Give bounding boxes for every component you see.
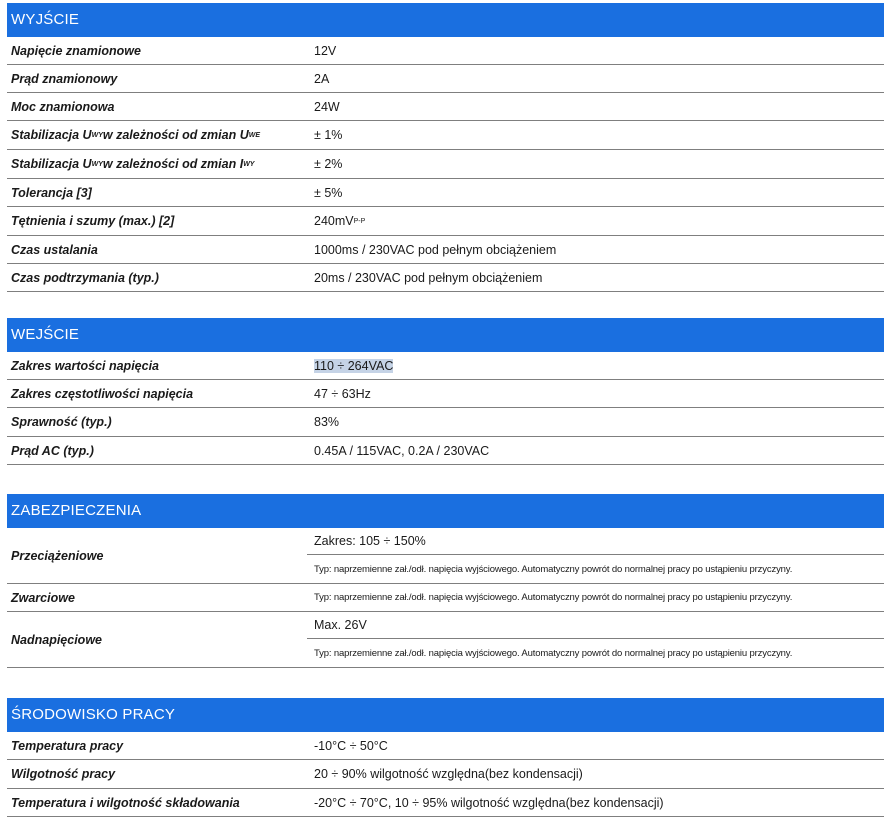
spec-label: Nadnapięciowe [11, 632, 102, 647]
spec-label: Tętnienia i szumy (max.) [2] [11, 214, 175, 228]
protection-section-header: ZABEZPIECZENIA [7, 494, 884, 528]
spec-row [7, 207, 884, 236]
protection-row-overvoltage [7, 612, 884, 668]
spec-row [7, 65, 884, 93]
environment-section [7, 698, 884, 817]
output-section-header: WYJŚCIE [7, 3, 884, 37]
spec-row [7, 380, 884, 408]
spec-label: Prąd znamionowy [11, 71, 118, 86]
spec-value: ± 5% [314, 185, 343, 200]
spec-row [7, 179, 884, 207]
spec-value: 83% [314, 415, 340, 429]
spec-value: ± 2% [314, 157, 343, 171]
spec-note: Typ: naprzemienne zał./odł. napięcia wyjściowego. Automatyczny powrót do normalnej pracy po ustąpieniu przyczyny. [314, 647, 793, 659]
spec-row [7, 37, 884, 65]
spec-label: Temperatura pracy [11, 738, 124, 753]
spec-value: 20ms / 230VAC pod pełnym obciążeniem [314, 270, 543, 285]
spec-label: Zwarciowe [11, 590, 75, 605]
spec-row [7, 150, 884, 179]
input-section-header: WEJŚCIE [7, 318, 884, 352]
spec-row [7, 437, 884, 465]
spec-label: Stabilizacja U WY w zależności od zmian I WY [11, 157, 255, 171]
spec-label: Sprawność (typ.) [11, 415, 112, 429]
spec-label: Zakres częstotliwości napięcia [11, 386, 194, 401]
spec-note: Typ: naprzemienne zał./odł. napięcia wyjściowego. Automatyczny powrót do normalnej pracy po ustąpieniu przyczyny. [314, 592, 793, 603]
spec-value: 240mV P-P [314, 214, 366, 228]
spec-value: 47 ÷ 63Hz [314, 386, 371, 401]
spec-label: Moc znamionowa [11, 99, 115, 114]
protection-row-short [7, 584, 884, 612]
spec-label: Czas podtrzymania (typ.) [11, 270, 159, 285]
output-section [7, 3, 884, 292]
spec-label: Temperatura i wilgotność składowania [11, 795, 240, 810]
environment-section-header: ŚRODOWISKO PRACY [7, 698, 884, 732]
spec-label: Przeciążeniowe [11, 548, 104, 563]
spec-row [7, 352, 884, 380]
spec-value: Zakres: 105 ÷ 150% [307, 528, 884, 555]
protection-section [7, 494, 884, 668]
spec-row [7, 93, 884, 121]
spec-value: 12V [314, 43, 337, 58]
spec-value[interactable] [314, 352, 393, 379]
spec-value: 20 ÷ 90% wilgotność względna(bez kondensacji) [314, 767, 583, 781]
spec-value: -10°C ÷ 50°C [314, 738, 388, 753]
spec-value: 24W [314, 99, 340, 114]
spec-label: Wilgotność pracy [11, 767, 116, 781]
protection-row-overload [7, 528, 884, 584]
spec-label: Tolerancja [3] [11, 185, 92, 200]
spec-value: -20°C ÷ 70°C, 10 ÷ 95% wilgotność względna(bez kondensacji) [314, 795, 664, 810]
spec-note: Typ: naprzemienne zał./odł. napięcia wyjściowego. Automatyczny powrót do normalnej pracy po ustąpieniu przyczyny. [314, 563, 793, 575]
spec-row [7, 760, 884, 789]
spec-row [7, 789, 884, 817]
spec-label: Stabilizacja U WY w zależności od zmian U WE [11, 128, 261, 142]
selected-text[interactable]: 110 ÷ 264VAC [314, 358, 394, 373]
spec-value: Max. 26V [307, 612, 884, 639]
spec-row [7, 236, 884, 264]
spec-value: ± 1% [314, 128, 343, 142]
spec-value: 0.45A / 115VAC, 0.2A / 230VAC [314, 443, 490, 458]
spec-label: Prąd AC (typ.) [11, 443, 94, 458]
spec-value: 1000ms / 230VAC pod pełnym obciążeniem [314, 242, 557, 257]
spec-label: Czas ustalania [11, 242, 98, 257]
spec-row [7, 121, 884, 150]
spec-label: Zakres wartości napięcia [11, 358, 159, 373]
spec-row [7, 732, 884, 760]
spec-label: Napięcie znamionowe [11, 43, 141, 58]
spec-value: 2A [314, 71, 330, 86]
spec-row [7, 408, 884, 437]
input-section [7, 318, 884, 465]
spec-row [7, 264, 884, 292]
